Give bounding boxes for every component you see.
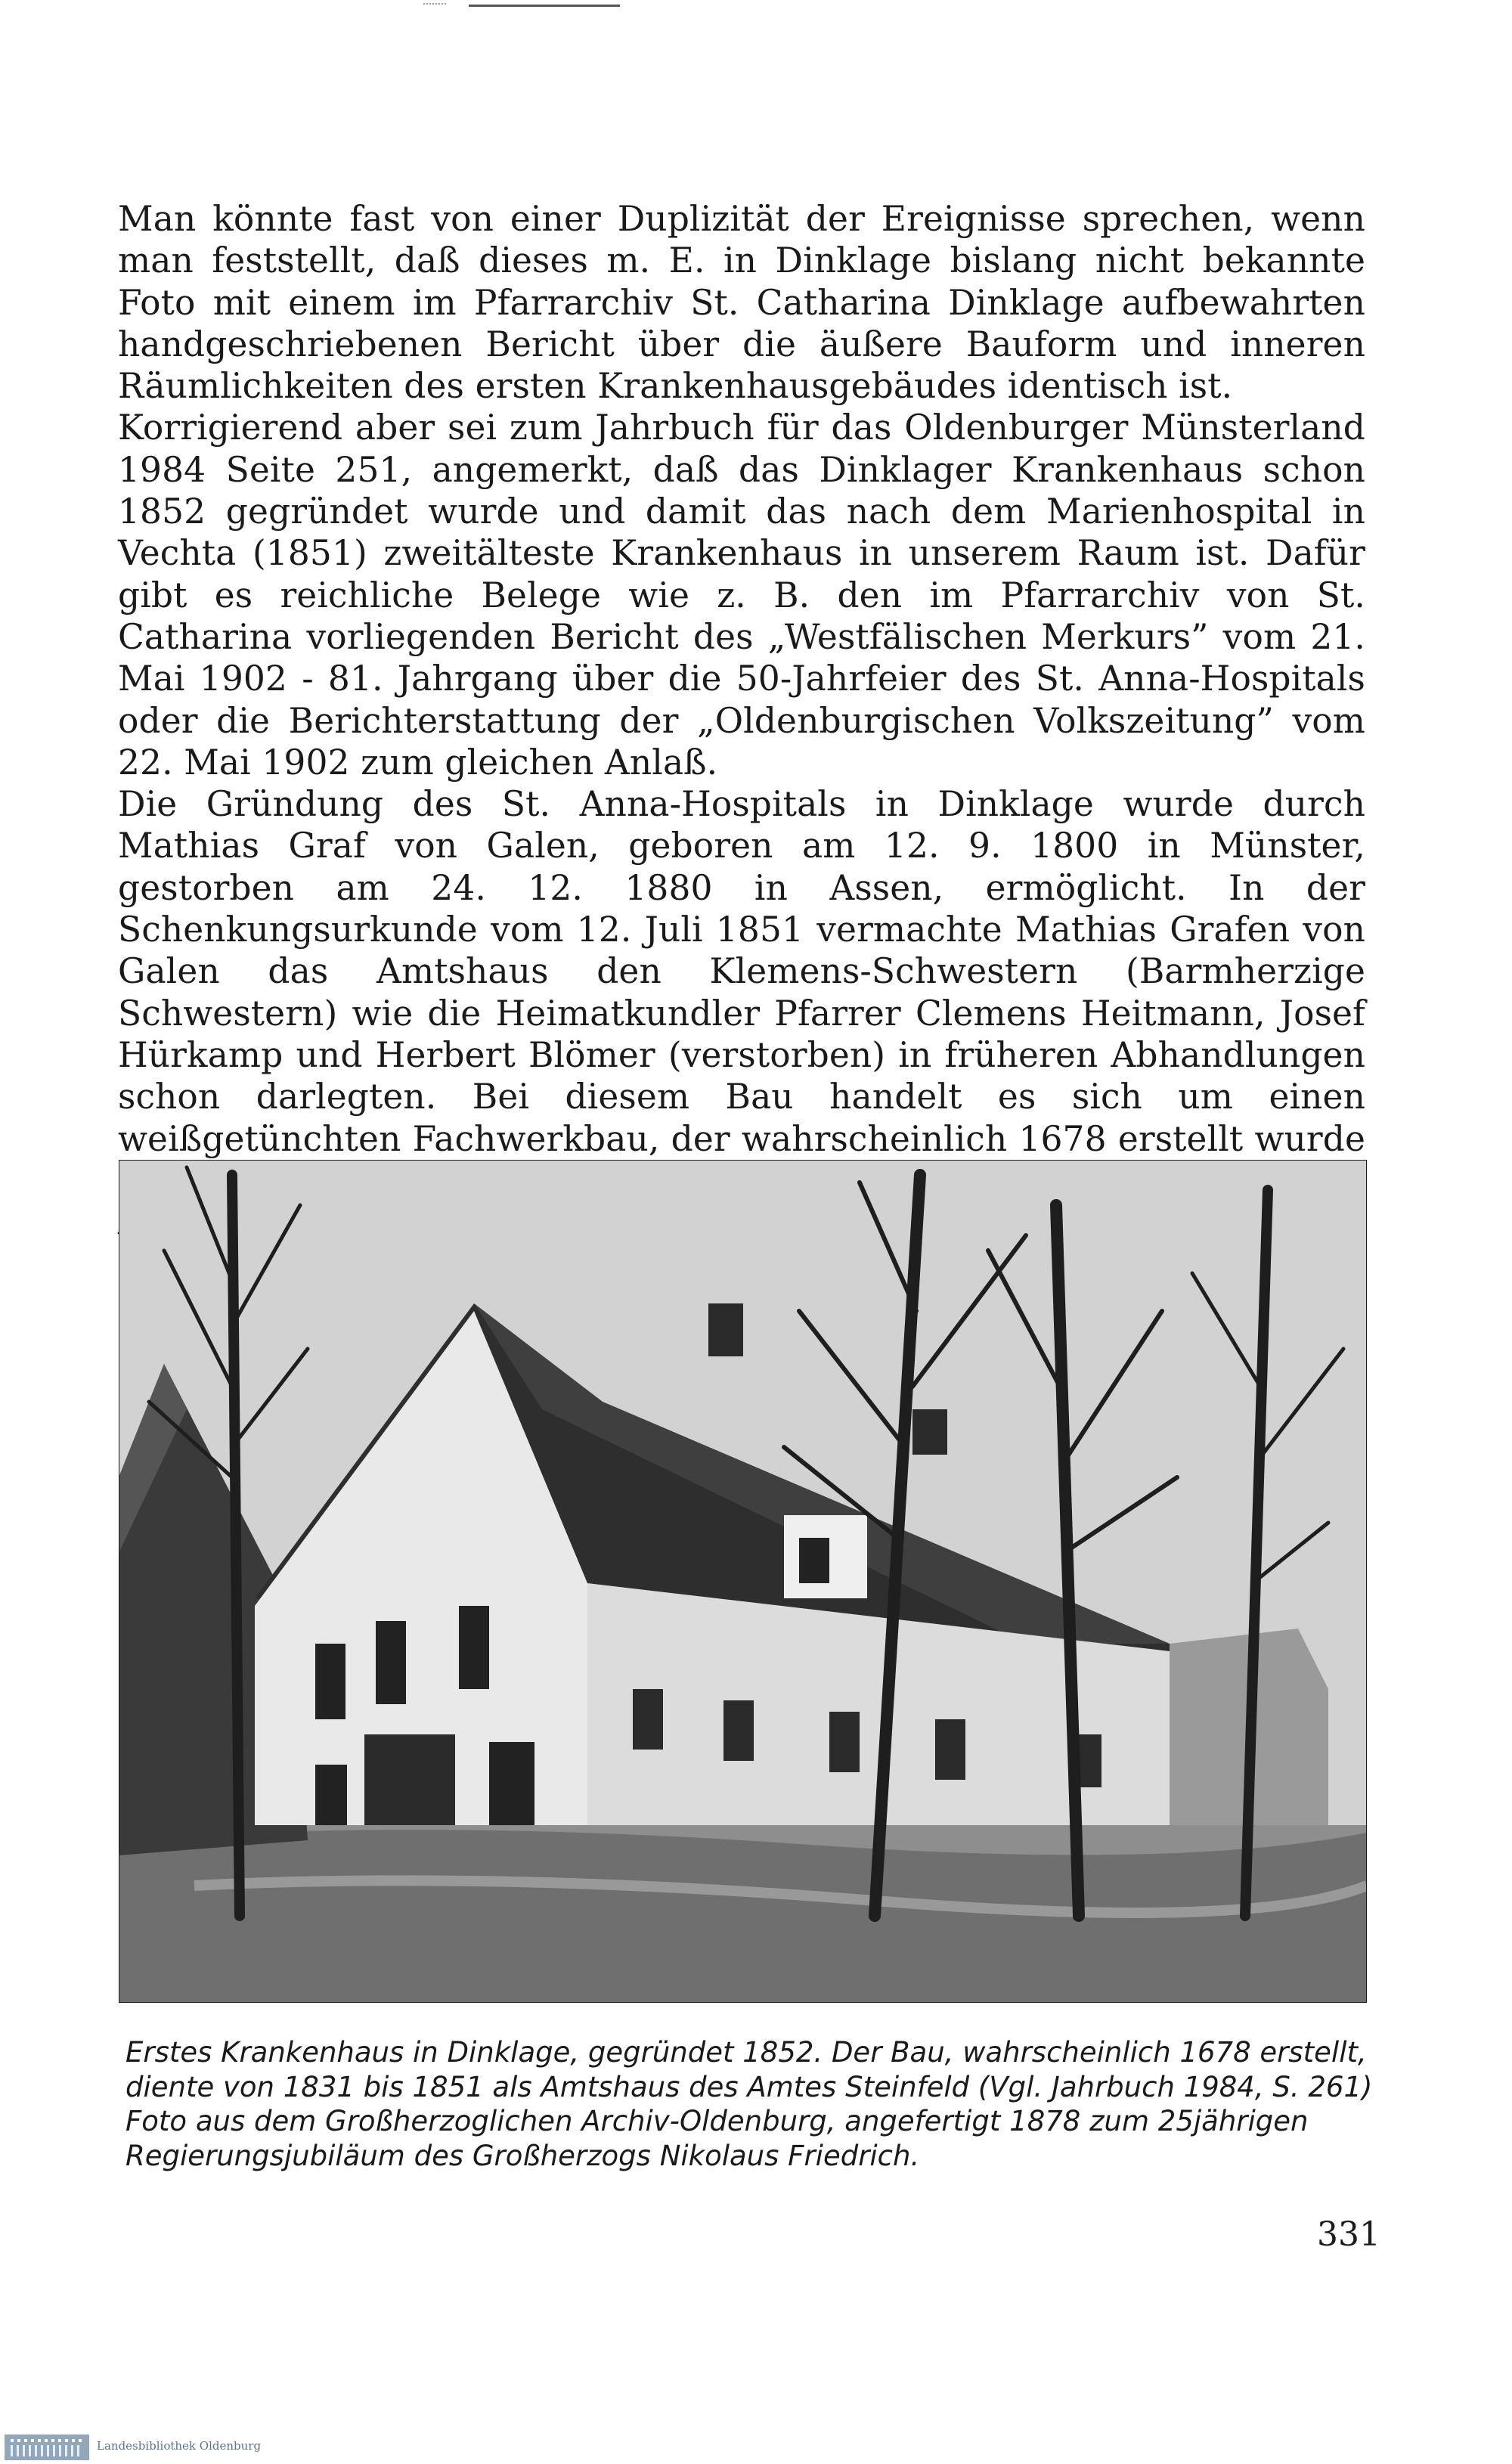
footer-library-name: Landesbibliothek Oldenburg (97, 2439, 262, 2453)
paragraph-1: Man könnte fast von einer Duplizität der Ereignisse sprechen, wenn man feststellt, daß dieses m. E. in Dinklage bislang nicht bekannte Foto mit einem im Pfarrarchiv St. Catharina Dinklage aufbewahrten handgeschriebenen Bericht über die äußere Bauform und inneren Räumlichkeiten des ersten Krankenhausgebäudes identisch ist. (118, 199, 1365, 407)
page-number: 331 (1317, 2215, 1380, 2254)
caption-line: Foto aus dem Großherzoglichen Archiv-Oldenburg, angefertigt 1878 zum 25jährigen (125, 2105, 1309, 2137)
top-rule (469, 5, 620, 7)
hospital-photo-drawing (119, 1160, 1367, 2003)
paragraph-2: Korrigierend aber sei zum Jahrbuch für das Oldenburger Münsterland 1984 Seite 251, angemerkt, daß das Dinklager Krankenhaus schon 1852 gegründet wurde und damit das nach dem Marienhospital in Vechta (1851) zweitälteste Krankenhaus in unserem Raum ist. Dafür gibt es reichliche Belege wie z. B. den im Pfarrarchiv von St. Catharina vorliegenden Bericht des „Westfälischen Merkurs” vom 21. Mai 1902 - 81. Jahrgang über die 50-Jahrfeier des St. Anna-Hospitals oder die Berichterstattung der „Oldenburgischen Volkszeitung” vom 22. Mai 1902 zum gleichen Anlaß. (118, 408, 1365, 783)
caption-line: Regierungsjubiläum des Großherzogs Nikolaus Friedrich. (125, 2139, 920, 2172)
body-text (118, 198, 1365, 1243)
top-scan-mark (423, 3, 446, 6)
caption-line: Erstes Krankenhaus in Dinklage, gegründet 1852. Der Bau, wahrscheinlich 1678 erstellt, (125, 2036, 1367, 2069)
footer (0, 2430, 1512, 2464)
photo-caption (125, 2035, 1373, 2173)
paragraph-3: Die Gründung des St. Anna-Hospitals in Dinklage wurde durch Mathias Graf von Galen, geboren am 12. 9. 1800 in Münster, gestorben am 24. 12. 1880 in Assen, ermöglicht. In der Schenkungsurkunde vom 12. Juli 1851 vermachte Mathias Grafen von Galen das Amtshaus den Klemens-Schwestern (Barmherzige Schwestern) wie die Heimatkundler Pfarrer Clemens Heitmann, Josef Hürkamp und Herbert Blömer (verstorben) in früheren Abhandlungen schon darlegten. Bei diesem Bau handelt es sich um einen weißgetünchten Fachwerkbau, der wahrscheinlich 1678 erstellt wurde (118, 784, 1365, 1159)
caption-line: diente von 1831 bis 1851 als Amtshaus des Amtes Steinfeld (Vgl. Jahrbuch 1984, S. 261) (125, 2070, 1373, 2103)
hospital-photo (119, 1160, 1367, 2003)
library-building-logo-icon (5, 2435, 89, 2460)
